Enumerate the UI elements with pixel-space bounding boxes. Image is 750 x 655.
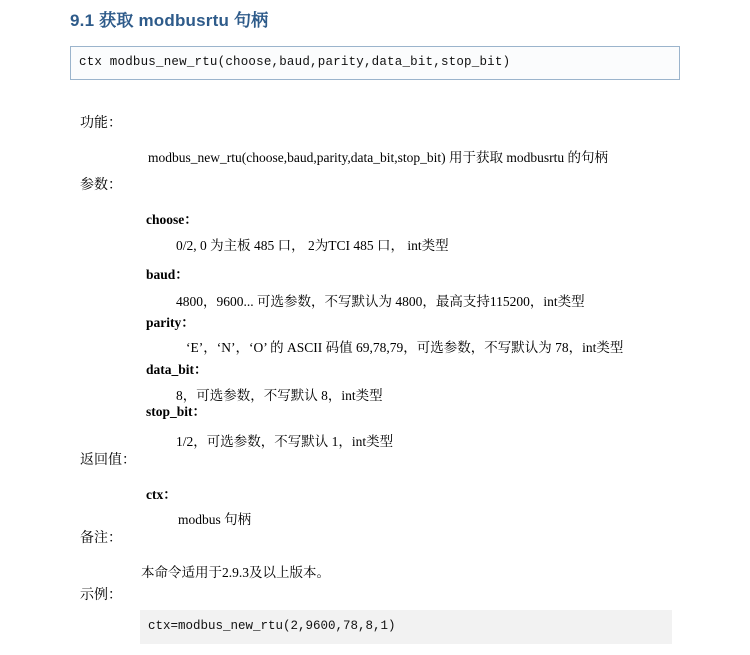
label-params: 参数： <box>80 178 122 193</box>
label-example: 示例： <box>80 588 122 603</box>
return-desc-ctx: modbus 句柄 <box>178 512 252 527</box>
label-remark: 备注： <box>80 531 122 546</box>
param-name-stop-bit: stop_bit： <box>146 404 207 419</box>
page-title: 9.1 获取 modbusrtu 句柄 <box>70 11 269 30</box>
example-code-box <box>140 610 672 644</box>
function-signature-text: ctx modbus_new_rtu(choose,baud,parity,data_bit,stop_bit) <box>79 55 511 69</box>
param-name-data-bit: data_bit： <box>146 362 208 377</box>
param-name-choose: choose： <box>146 212 198 227</box>
remark-text: 本命令适用于2.9.3及以上版本。 <box>141 565 330 580</box>
label-function: 功能： <box>80 116 122 131</box>
return-name-ctx: ctx： <box>146 487 177 502</box>
param-desc-baud: 4800，9600... 可选参数，不写默认为 4800，最高支持115200，int类型 <box>176 294 585 309</box>
param-desc-stop-bit: 1/2，可选参数，不写默认 1，int类型 <box>176 434 394 449</box>
function-description: modbus_new_rtu(choose,baud,parity,data_bit,stop_bit) 用于获取 modbusrtu 的句柄 <box>148 150 608 165</box>
param-desc-data-bit: 8，可选参数，不写默认 8，int类型 <box>176 388 383 403</box>
label-returns: 返回值： <box>80 453 136 468</box>
param-name-baud: baud： <box>146 267 189 282</box>
param-desc-choose: 0/2, 0 为主板 485 口， 2为TCI 485 口， int类型 <box>176 238 449 253</box>
param-desc-parity: ‘E’，‘N’，‘O’ 的 ASCII 码值 69,78,79，可选参数，不写默认为 78，int类型 <box>186 340 624 355</box>
example-code-text: ctx=modbus_new_rtu(2,9600,78,8,1) <box>148 619 396 633</box>
param-name-parity: parity： <box>146 315 195 330</box>
function-signature-box <box>70 46 680 80</box>
